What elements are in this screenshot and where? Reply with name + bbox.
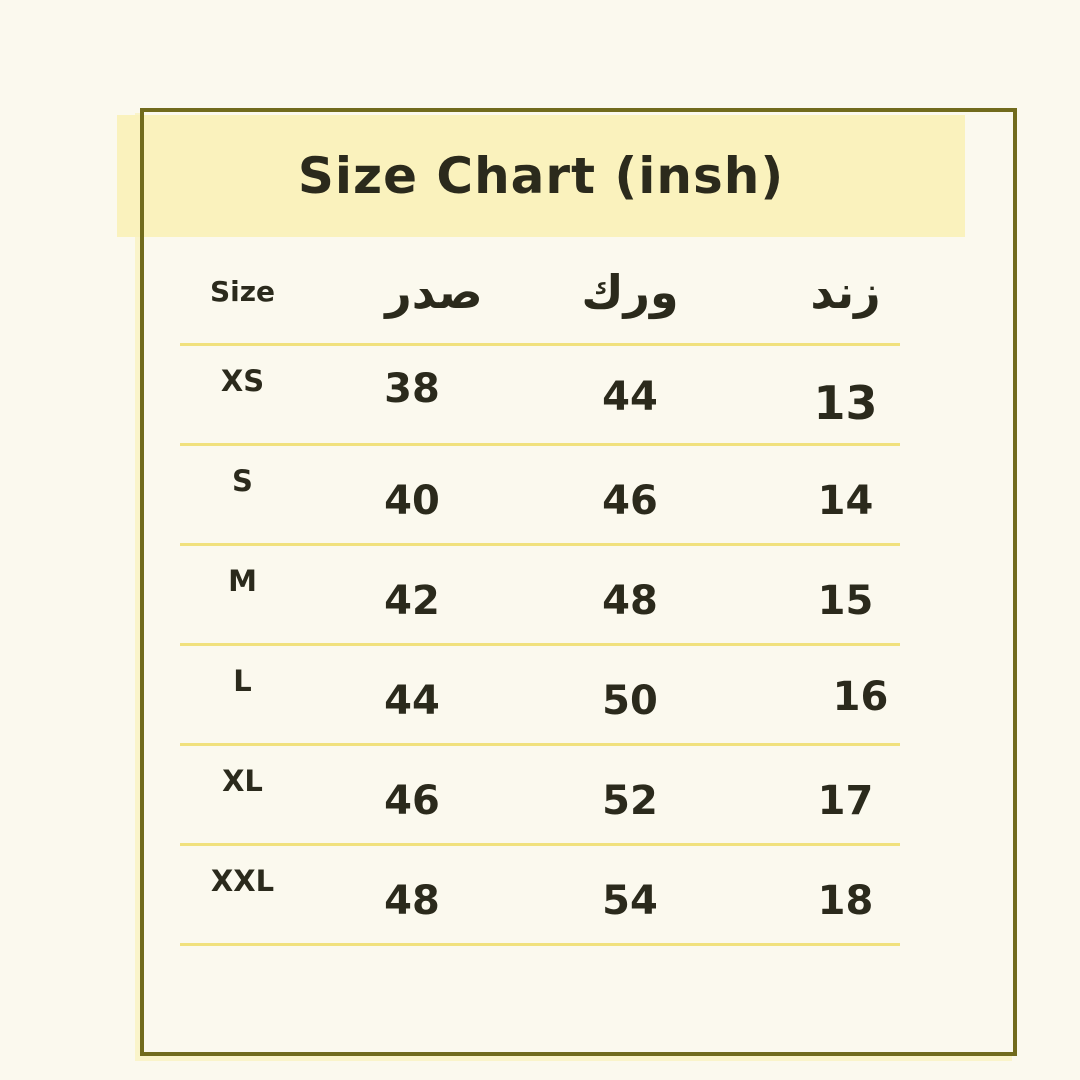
size-label: S (232, 463, 253, 498)
size-label: M (228, 563, 257, 598)
chest-value: 44 (384, 677, 440, 724)
column-header-wrist: زند (810, 264, 881, 319)
column-header-size: Size (209, 275, 276, 308)
table-row (180, 346, 900, 446)
wrist-value: 15 (817, 577, 874, 624)
hip-value: 48 (602, 577, 658, 624)
wrist-value: 18 (817, 877, 874, 924)
chest-value: 46 (384, 777, 440, 824)
chest-value: 48 (384, 877, 440, 924)
chest-value: 40 (384, 477, 440, 524)
hip-value: 46 (602, 477, 658, 524)
size-label: XXL (210, 863, 275, 898)
wrist-value: 17 (817, 777, 874, 824)
hip-value: 52 (602, 777, 658, 824)
table-row (180, 446, 900, 546)
title-band (117, 115, 965, 237)
size-label: L (233, 663, 252, 698)
size-label: XS (220, 363, 265, 398)
column-header-hip: ورك (581, 264, 679, 319)
size-table (180, 248, 900, 946)
hip-value: 50 (602, 677, 658, 724)
wrist-value: 16 (832, 673, 889, 720)
wrist-value: 14 (817, 477, 874, 524)
size-label: XL (222, 763, 263, 798)
chest-value: 42 (384, 577, 440, 624)
hip-value: 54 (602, 877, 658, 924)
table-header-row (180, 248, 900, 346)
page-title: Size Chart (insh) (297, 147, 785, 205)
column-header-chest: صدر (385, 264, 483, 319)
table-row (180, 846, 900, 946)
table-row (180, 546, 900, 646)
chest-value: 38 (384, 365, 440, 412)
table-row (180, 646, 900, 746)
hip-value: 44 (602, 373, 658, 420)
wrist-value: 13 (813, 375, 878, 430)
table-row (180, 746, 900, 846)
